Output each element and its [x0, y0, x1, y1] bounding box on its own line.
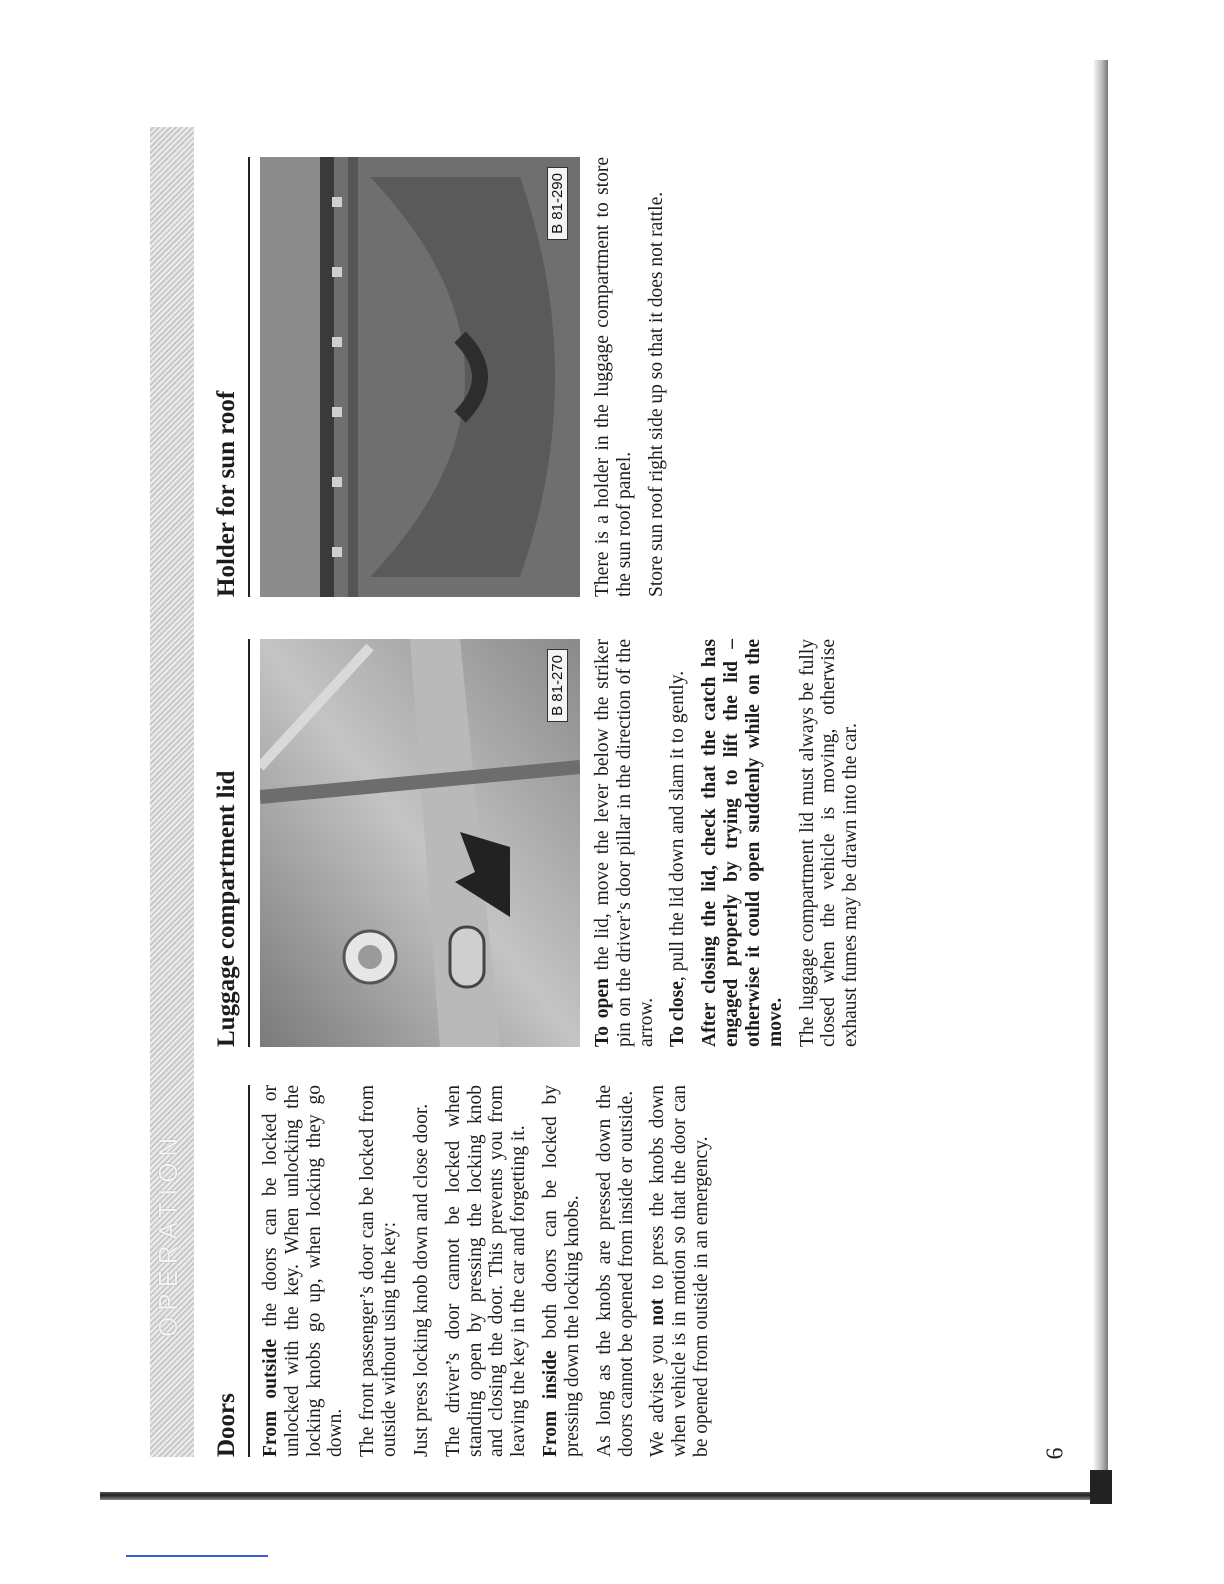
luggage-p1 [592, 639, 657, 1047]
section-band [150, 127, 194, 1457]
doors-p1-text: the doors can be locked or unlocked with the key. When unlocking the locking knobs go up, when locking they go down. [260, 1085, 347, 1457]
sunroof-holder-illustration [260, 157, 580, 597]
doors-heading: Doors [212, 1085, 250, 1457]
luggage-lock-illustration [260, 639, 580, 1047]
scan-edge-right [1094, 60, 1108, 1500]
luggage-p2 [667, 639, 689, 1047]
sunroof-heading: Holder for sun roof [212, 157, 250, 597]
luggage-p2-bold: To close [667, 981, 689, 1047]
doors-p2: The front passenger’s door can be locked from outside without using the key: [357, 1085, 401, 1457]
luggage-p2-text: , pull the lid down and slam it to gently. [667, 670, 689, 982]
luggage-lock-photo [260, 639, 580, 1047]
doors-p7-a: We advise you [647, 1325, 669, 1457]
doors-p4: The driver’s door cannot be locked when standing open by pressing the locking knob and closing the door. This prevents you from leaving the key in the car and forgetting it. [442, 1085, 530, 1457]
doors-p6: As long as the knobs are pressed down the doors cannot be opened from inside or outside. [593, 1085, 637, 1457]
sunroof-holder-photo [260, 157, 580, 597]
sunroof-column [212, 157, 677, 597]
luggage-p3: The luggage compartment lid must always be fully closed when the vehicle is moving, otherwise exhaust fumes may be drawn into the car. [796, 639, 862, 1047]
sunroof-p2: Store sun roof right side up so that it does not rattle. [645, 191, 667, 597]
doors-p7-b: to press the knobs down when vehicle is in motion so that the door can be opened from outside in an emergency. [647, 1085, 713, 1457]
luggage-column [212, 639, 872, 1047]
doors-p1 [260, 1085, 347, 1457]
sunroof-p1: There is a holder in the luggage compartment to store the sun roof panel. [592, 157, 635, 597]
scan-edge-corner [1090, 1470, 1112, 1504]
doors-p3: Just press locking knob down and close door. [410, 1103, 432, 1457]
section-title: OPERATION [153, 1131, 183, 1337]
doors-column [212, 1085, 723, 1457]
page-number: 6 [1042, 1447, 1069, 1460]
doors-p5-bold: From inside [540, 1350, 562, 1457]
photo-code-b81-270: B 81-270 [547, 649, 568, 722]
luggage-warning: After closing the lid, check that the catch has engaged properly by trying to lift the lid – otherwise it could open suddenly while on the move. [699, 639, 786, 1047]
doors-p5 [540, 1085, 584, 1457]
doors-p5-text: both doors can be locked by pressing down the locking knobs. [540, 1085, 583, 1457]
doors-p7-bold: not [647, 1298, 669, 1326]
doors-p7 [647, 1085, 712, 1457]
scan-edge-bottom [100, 1492, 1110, 1500]
luggage-heading: Luggage compartment lid [212, 639, 250, 1047]
doors-p1-bold: From outside [260, 1339, 281, 1457]
photo-code-b81-290: B 81-290 [547, 167, 568, 240]
luggage-p1-bold: To open [592, 978, 613, 1047]
luggage-p1-text: the lid, move the lever below the striker pin on the driver’s door pillar in the direction of the arrow. [592, 639, 657, 1047]
rotated-page [152, 127, 1072, 1457]
blue-rule [126, 1555, 268, 1557]
